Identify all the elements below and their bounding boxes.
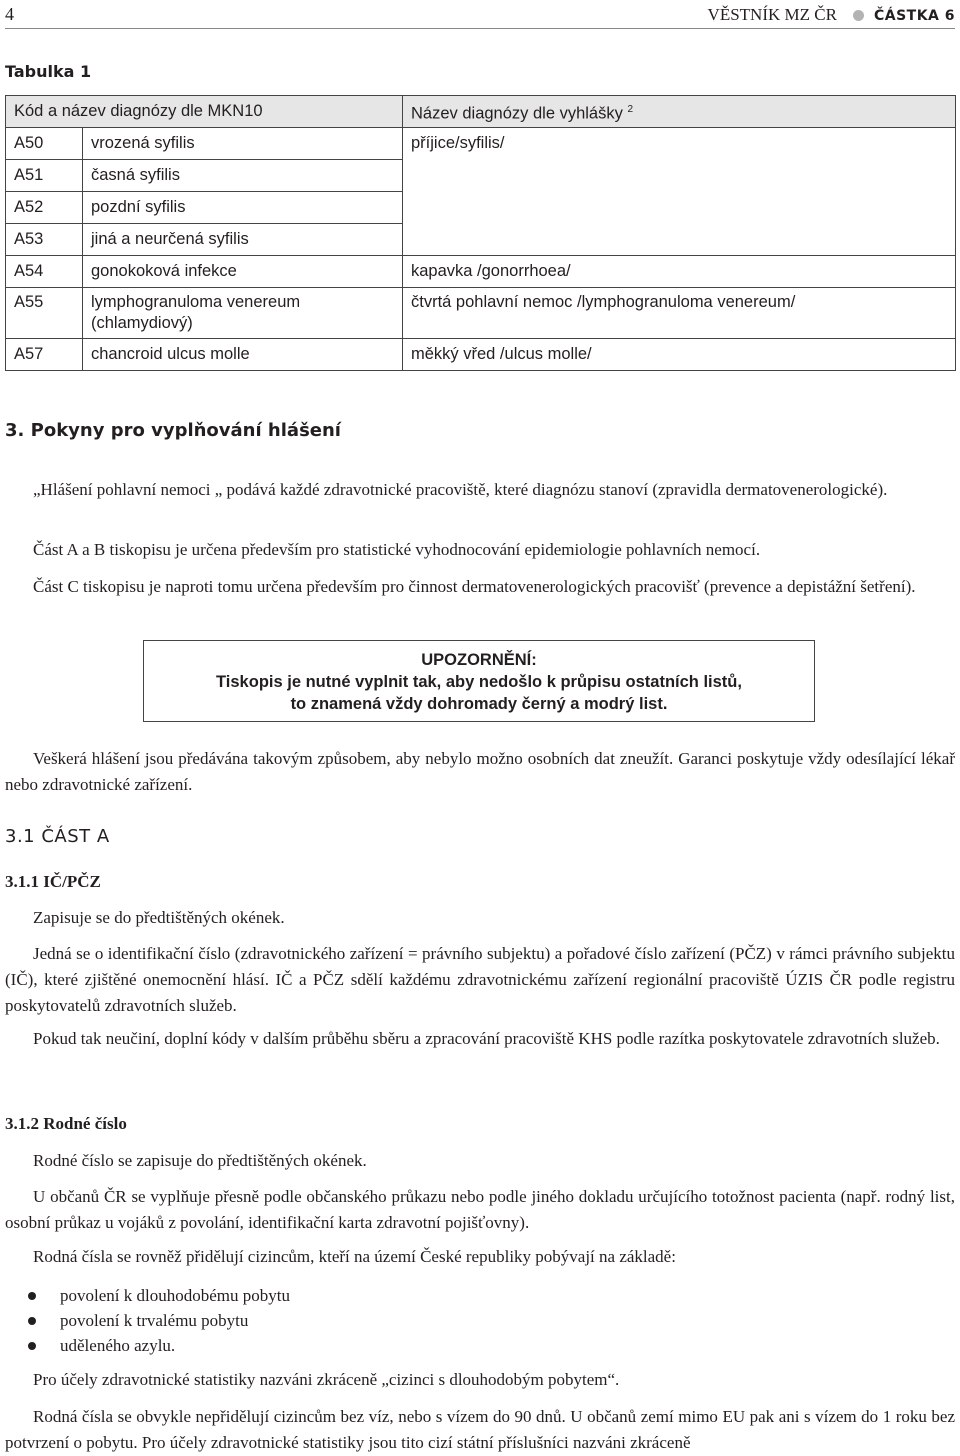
diagnosis-code: A55	[6, 288, 83, 339]
diagnosis-code: A54	[6, 256, 83, 288]
section-3-1-heading: 3.1 ČÁST A	[5, 826, 110, 847]
warning-box	[143, 640, 815, 722]
residence-basis-list	[28, 1283, 290, 1358]
paragraph: Část C tiskopisu je naproti tomu určena především pro činnost dermatovenerologických pracovišť (prevence a depistážní šetření).	[33, 577, 916, 596]
paragraph: Pro účely zdravotnické statistiky nazváni zkráceně „cizinci s dlouhodobým pobytem“.	[33, 1370, 620, 1389]
diagnosis-name: chancroid ulcus molle	[83, 339, 403, 371]
diagnosis-name: lymphogranuloma venereum (chlamydiový)	[83, 288, 403, 339]
header-cell-mkn10: Kód a název diagnózy dle MKN10	[6, 96, 403, 128]
warning-label: UPOZORNĚNÍ:	[421, 651, 537, 669]
table-caption: Tabulka 1	[5, 62, 92, 81]
warning-line-2: to znamená vždy dohromady černý a modrý list.	[290, 695, 668, 713]
list-item: povolení k dlouhodobému pobytu	[28, 1283, 290, 1308]
decree-name: čtvrtá pohlavní nemoc /lymphogranuloma venereum/	[403, 288, 956, 339]
paragraph: Pokud tak neučiní, doplní kódy v dalším průběhu sběru a zpracování pracoviště KHS podle razítka poskytovatele zdravotních služeb.	[33, 1029, 940, 1048]
diagnosis-name: vrozená syfilis	[83, 128, 403, 160]
diagnosis-code: A57	[6, 339, 83, 371]
paragraph: Veškerá hlášení jsou předávána takovým způsobem, aby nebylo možno osobních dat zneužít. Garanci poskytuje vždy odesílající lékař nebo zdravotnické zařízení.	[5, 749, 955, 794]
table-row	[6, 339, 956, 371]
diagnosis-name: pozdní syfilis	[83, 192, 403, 224]
diagnosis-name: jiná a neurčená syfilis	[83, 224, 403, 256]
paragraph: Rodná čísla se obvykle nepřidělují cizincům bez víz, nebo s vízem do 90 dnů. U občanů zemí mimo EU pak ani s vízem do 1 roku bez potvrzení o pobytu. Pro účely zdravotnické statistiky jsou tito cizí státní příslušníci nazváni zkráceně	[5, 1407, 955, 1452]
decree-name: kapavka /gonorrhoea/	[403, 256, 956, 288]
diagnosis-code: A53	[6, 224, 83, 256]
list-item: povolení k trvalému pobytu	[28, 1308, 290, 1333]
paragraph: Rodné číslo se zapisuje do předtištěných okének.	[33, 1151, 367, 1170]
list-item: uděleného azylu.	[28, 1333, 290, 1358]
decree-name: příjice/syfilis/	[403, 128, 956, 256]
table-row	[6, 256, 956, 288]
table-header-row	[6, 96, 956, 128]
page-number: 4	[5, 4, 14, 24]
warning-line-1: Tiskopis je nutné vyplnit tak, aby nedošlo k průpisu ostatních listů,	[216, 673, 742, 691]
paragraph: Rodná čísla se rovněž přidělují cizincům, kteří na území České republiky pobývají na základě:	[33, 1247, 676, 1266]
section-3-heading: 3. Pokyny pro vyplňování hlášení	[5, 420, 341, 441]
paragraph: Zapisuje se do předtištěných okének.	[33, 908, 285, 927]
section-3-1-2-heading: 3.1.2 Rodné číslo	[5, 1114, 127, 1133]
journal-title: VĚSTNÍK MZ ČR	[707, 5, 837, 24]
diagnosis-name: časná syfilis	[83, 160, 403, 192]
paragraph: Část A a B tiskopisu je určena především pro statistické vyhodnocování epidemiologie pohlavních nemocí.	[33, 540, 761, 559]
part-label: ČÁSTKA 6	[873, 8, 955, 24]
diagnosis-code: A51	[6, 160, 83, 192]
running-head	[708, 5, 955, 25]
header-cell-decree: Název diagnózy dle vyhlášky $^2$	[403, 96, 956, 128]
paragraph: U občanů ČR se vyplňuje přesně podle občanského průkazu nebo podle jiného dokladu určujícího totožnost pacienta (např. rodný list, osobní průkaz u vojáků z povolání, identifikační karta zdravotní pojišťovny).	[5, 1187, 955, 1232]
page-header	[5, 2, 955, 29]
decree-name: měkký vřed /ulcus molle/	[403, 339, 956, 371]
diagnosis-code: A52	[6, 192, 83, 224]
diagnosis-name: gonokoková infekce	[83, 256, 403, 288]
paragraph: „Hlášení pohlavní nemoci „ podává každé zdravotnické pracoviště, které diagnózu stanoví (zpravidla dermatovenerologické).	[33, 480, 888, 499]
diagnosis-table	[5, 95, 956, 371]
section-3-1-1-heading: 3.1.1 IČ/PČZ	[5, 872, 101, 891]
diagnosis-code: A50	[6, 128, 83, 160]
separator-dot-icon	[853, 10, 864, 21]
paragraph: Jedná se o identifikační číslo (zdravotnického zařízení = právního subjektu) a pořadové číslo zařízení (PČZ) v rámci právního subjektu (IČ), které zjištěné onemocnění hlásí. IČ a PČZ sdělí každému zdravotnickému zařízení regionální pracoviště ÚZIS ČR podle registru poskytovatelů zdravotních služeb.	[5, 944, 955, 1015]
table-row	[6, 288, 956, 339]
table-row	[6, 128, 956, 160]
footnote-ref: 2	[627, 103, 634, 115]
